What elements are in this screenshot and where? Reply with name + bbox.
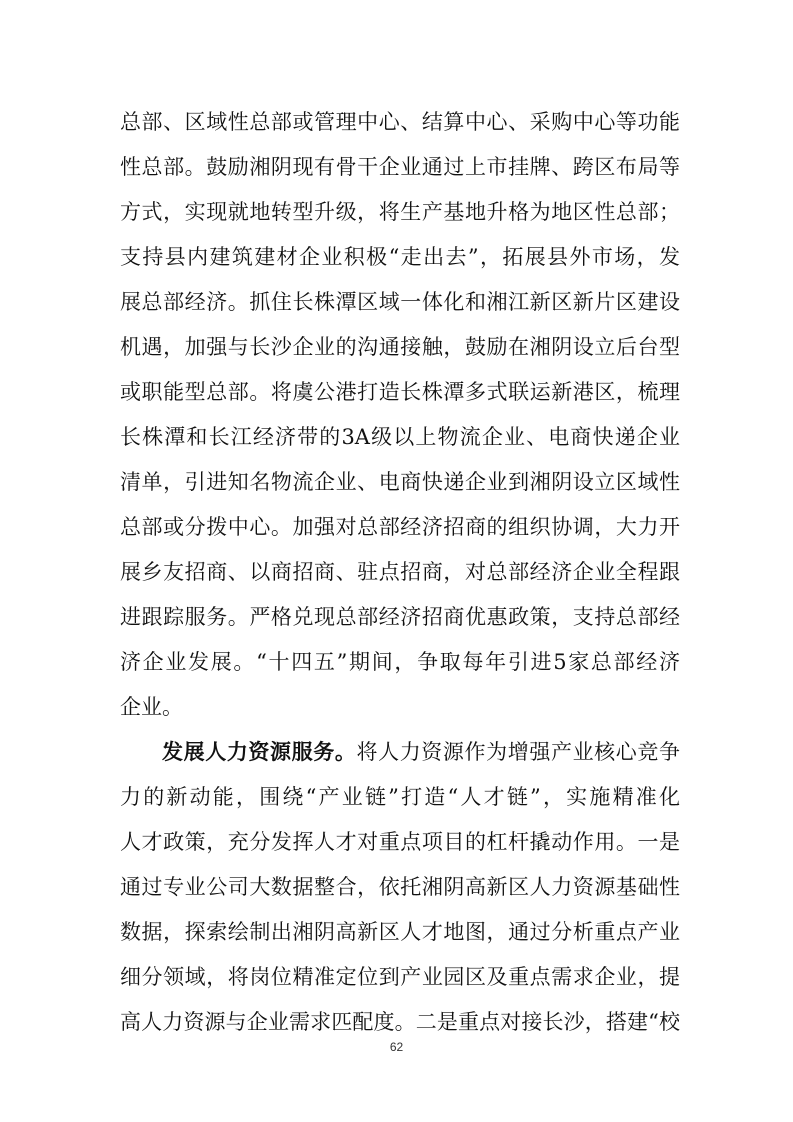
paragraph-1-line-10: 总部或分拨中心。加强对总部经济招商的组织协调，大力开 [120,515,680,539]
paragraph-1-line-7: 或职能型总部。将虞公港打造长株潭多式联运新港区，梳理 [120,380,680,404]
paragraph-1-line-5: 展总部经济。抓住长株潭区域一体化和湘江新区新片区建设 [120,290,680,314]
paragraph-2-line-4: 通过专业公司大数据整合，依托湘阴高新区人力资源基础性 [120,875,680,899]
paragraph-2-line-1-text: 将人力资源作为增强产业核心竞争 [356,740,681,764]
paragraph-1-line-4: 支持县内建筑建材企业积极“走出去”，拓展县外市场，发 [120,245,680,269]
paragraph-2-line-1 [162,740,680,764]
paragraph-1-line-1: 总部、区域性总部或管理中心、结算中心、采购中心等功能 [120,110,680,134]
paragraph-2-line-7: 高人力资源与企业需求匹配度。二是重点对接长沙，搭建“校 [120,1010,680,1034]
paragraph-1-line-12: 进跟踪服务。严格兑现总部经济招商优惠政策，支持总部经 [120,605,680,629]
paragraph-1-line-11: 展乡友招商、以商招商、驻点招商，对总部经济企业全程跟 [120,560,680,584]
paragraph-2-heading: 发展人力资源服务。 [162,739,357,764]
paragraph-1-line-13: 济企业发展。“十四五”期间，争取每年引进5家总部经济 [120,650,680,674]
paragraph-1-line-2: 性总部。鼓励湘阴现有骨干企业通过上市挂牌、跨区布局等 [120,155,680,179]
paragraph-1-line-3: 方式，实现就地转型升级，将生产基地升格为地区性总部； [120,200,680,224]
page-number: 62 [389,1040,404,1054]
paragraph-1-line-14: 企业。 [120,695,183,719]
paragraph-1-line-6: 机遇，加强与长沙企业的沟通接触，鼓励在湘阴设立后台型 [120,335,680,359]
paragraph-2-line-6: 细分领域，将岗位精准定位到产业园区及重点需求企业，提 [120,965,680,989]
paragraph-2-line-2: 力的新动能，围绕“产业链”打造“人才链”，实施精准化 [120,785,680,809]
paragraph-1-line-8: 长株潭和长江经济带的3A级以上物流企业、电商快递企业 [120,425,680,449]
paragraph-2-line-5: 数据，探索绘制出湘阴高新区人才地图，通过分析重点产业 [120,920,680,944]
paragraph-2-line-3: 人才政策，充分发挥人才对重点项目的杠杆撬动作用。一是 [120,830,680,854]
paragraph-1-line-9: 清单，引进知名物流企业、电商快递企业到湘阴设立区域性 [120,470,680,494]
